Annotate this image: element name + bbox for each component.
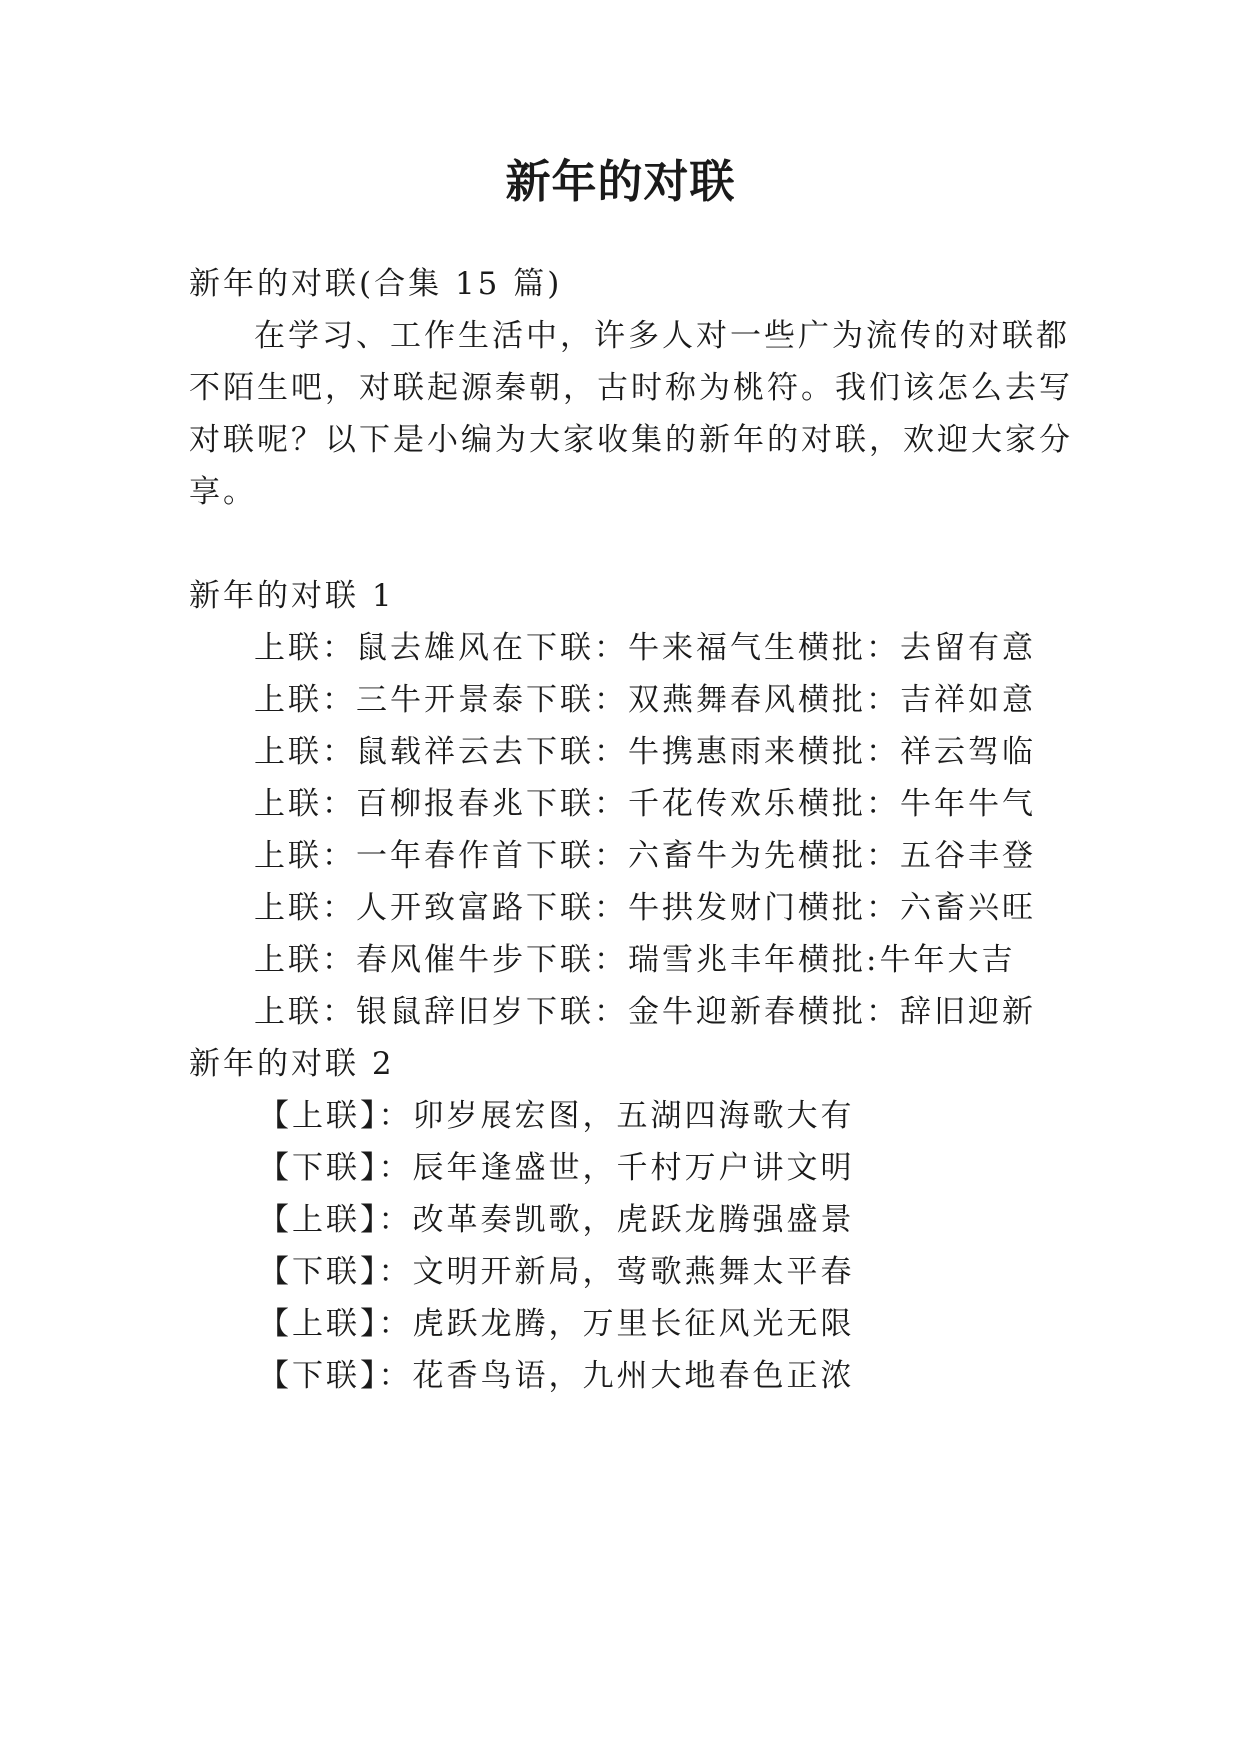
couplet-line: 上联：三牛开景泰下联：双燕舞春风横批：吉祥如意: [254, 682, 1036, 718]
couplet-line: 【下联】：文明开新局，莺歌燕舞太平春: [258, 1254, 855, 1290]
couplet-line: 上联：鼠去雄风在下联：牛来福气生横批：去留有意: [254, 630, 1036, 666]
section-heading: 新年的对联 1: [189, 578, 395, 614]
couplet-line: 上联：百柳报春兆下联：千花传欢乐横批：牛年牛气: [254, 786, 1036, 822]
couplet-line: 【下联】：花香鸟语，九州大地春色正浓: [258, 1358, 855, 1394]
couplet-line: 上联：春风催牛步下联：瑞雪兆丰年横批:牛年大吉: [254, 942, 1016, 978]
couplet-line: 上联：一年春作首下联：六畜牛为先横批：五谷丰登: [254, 838, 1036, 874]
section-heading: 新年的对联 2: [189, 1046, 395, 1082]
intro-line: 在学习、工作生活中，许多人对一些广为流传的对联都: [254, 318, 1070, 354]
intro-line: 不陌生吧，对联起源秦朝，古时称为桃符。我们该怎么去写: [189, 370, 1073, 406]
couplet-line: 上联：人开致富路下联：牛拱发财门横批：六畜兴旺: [254, 890, 1036, 926]
intro-line: 对联呢？以下是小编为大家收集的新年的对联，欢迎大家分: [189, 422, 1073, 458]
couplet-line: 上联：银鼠辞旧岁下联：金牛迎新春横批：辞旧迎新: [254, 994, 1036, 1030]
couplet-line: 【下联】：辰年逢盛世，千村万户讲文明: [258, 1150, 855, 1186]
couplet-line: 上联：鼠载祥云去下联：牛携惠雨来横批：祥云驾临: [254, 734, 1036, 770]
document-title: 新年的对联: [505, 155, 736, 208]
couplet-line: 【上联】：改革奏凯歌，虎跃龙腾强盛景: [258, 1202, 855, 1238]
intro-line: 享。: [189, 474, 257, 510]
document-subtitle: 新年的对联(合集 15 篇): [189, 266, 563, 302]
couplet-line: 【上联】：卯岁展宏图，五湖四海歌大有: [258, 1098, 855, 1134]
couplet-line: 【上联】：虎跃龙腾，万里长征风光无限: [258, 1306, 855, 1342]
